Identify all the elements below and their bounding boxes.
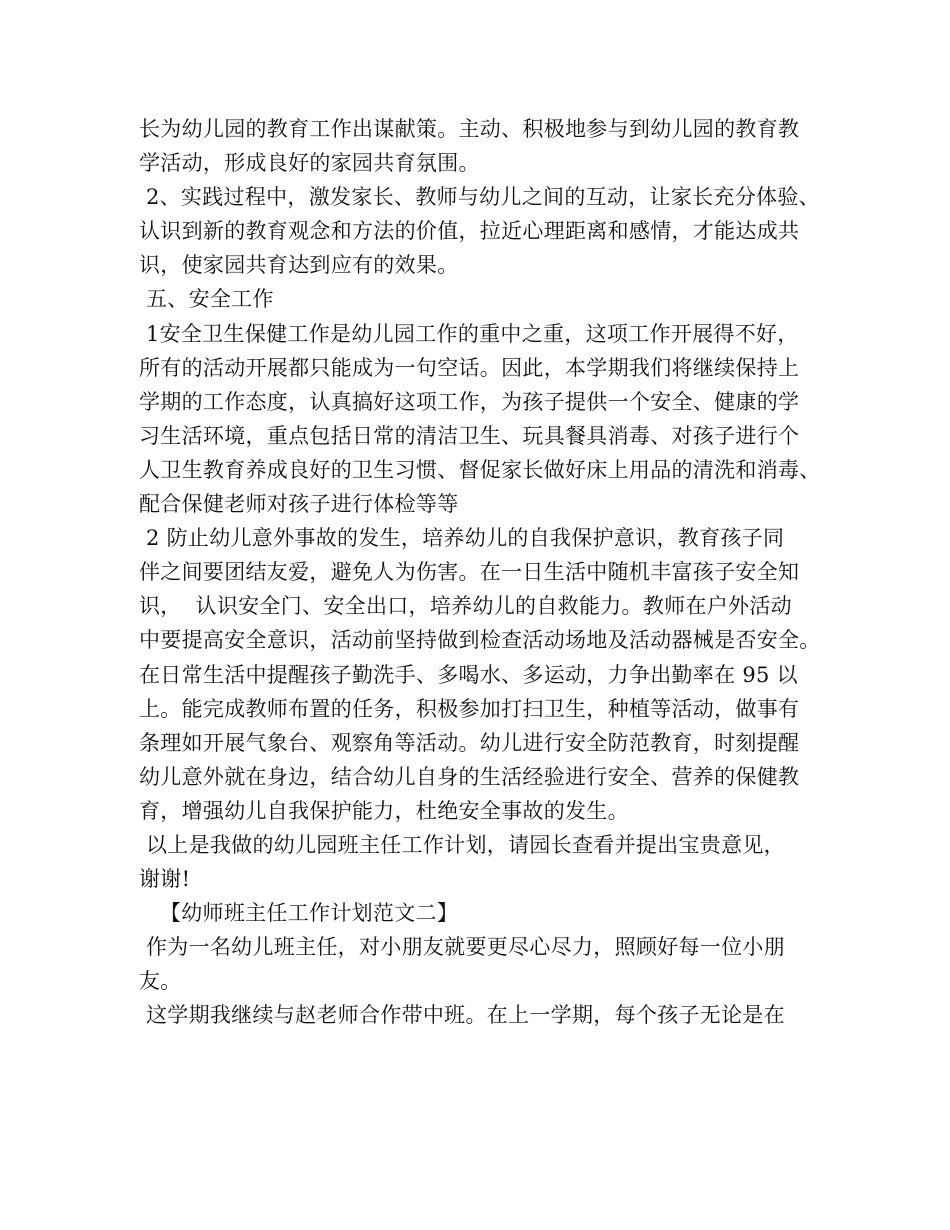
text-line: 学活动，形成良好的家园共育氛围。 [139,151,480,176]
text-line: 谢谢! [139,867,191,892]
text-line: 伴之间要团结友爱，避免人为伤害。在一日生活中随机丰富孩子安全知 [139,560,800,585]
section-title: 【幼师班主任工作计划范文二】 [139,901,459,926]
section-heading: 五、安全工作 [139,287,274,312]
text-line: 条理如开展气象台、观察角等活动。幼儿进行安全防范教育，时刻提醒 [139,730,800,755]
text-line: 1安全卫生保健工作是幼儿园工作的重中之重，这项工作开展得不好， [139,321,799,346]
text-line: 在日常生活中提醒孩子勤洗手、多喝水、多运动，力争出勤率在 95 以 [139,662,798,687]
text-line: 识，使家园共育达到应有的效果。 [139,253,459,278]
text-line: 所有的活动开展都只能成为一句空话。因此，本学期我们将继续保持上 [139,355,800,380]
text-line: 育，增强幼儿自我保护能力，杜绝安全事故的发生。 [139,798,629,823]
text-line: 作为一名幼儿班主任，对小朋友就要更尽心尽力，照顾好每一位小朋 [139,935,785,960]
text-line: 习生活环境，重点包括日常的清洁卫生、玩具餐具消毒、对孩子进行个 [139,423,800,448]
text-line: 学期的工作态度，认真搞好这项工作，为孩子提供一个安全、健康的学 [139,389,800,414]
text-line: 识， 认识安全门、安全出口，培养幼儿的自救能力。教师在户外活动 [139,594,792,619]
text-line: 友。 [139,969,182,994]
text-line: 上。能完成教师布置的任务，积极参加打扫卫生，种植等活动，做事有 [139,696,800,721]
text-line: 中要提高安全意识，活动前坚持做到检查活动场地及活动器械是否安全。 [139,628,821,653]
text-line: 配合保健老师对孩子进行体检等等 [139,492,459,517]
text-line: 长为幼儿园的教育工作出谋献策。主动、积极地参与到幼儿园的教育教 [139,117,800,141]
text-line: 认识到新的教育观念和方法的价值，拉近心理距离和感情，才能达成共 [139,219,800,244]
text-line: 幼儿意外就在身边，结合幼儿自身的生活经验进行安全、营养的保健教 [139,764,800,789]
text-line: 这学期我继续与赵老师合作带中班。在上一学期，每个孩子无论是在 [139,1003,785,1028]
text-line: 人卫生教育养成良好的卫生习惯、督促家长做好床上用品的清洗和消毒、 [139,457,821,482]
text-line: 2 防止幼儿意外事故的发生，培养幼儿的自我保护意识，教育孩子同 [139,526,785,551]
document-body [139,112,829,1033]
text-line: 2、实践过程中，激发家长、教师与幼儿之间的互动，让家长充分体验、 [139,185,820,210]
text-line: 以上是我做的幼儿园班主任工作计划，请园长查看并提出宝贵意见， [139,832,785,857]
